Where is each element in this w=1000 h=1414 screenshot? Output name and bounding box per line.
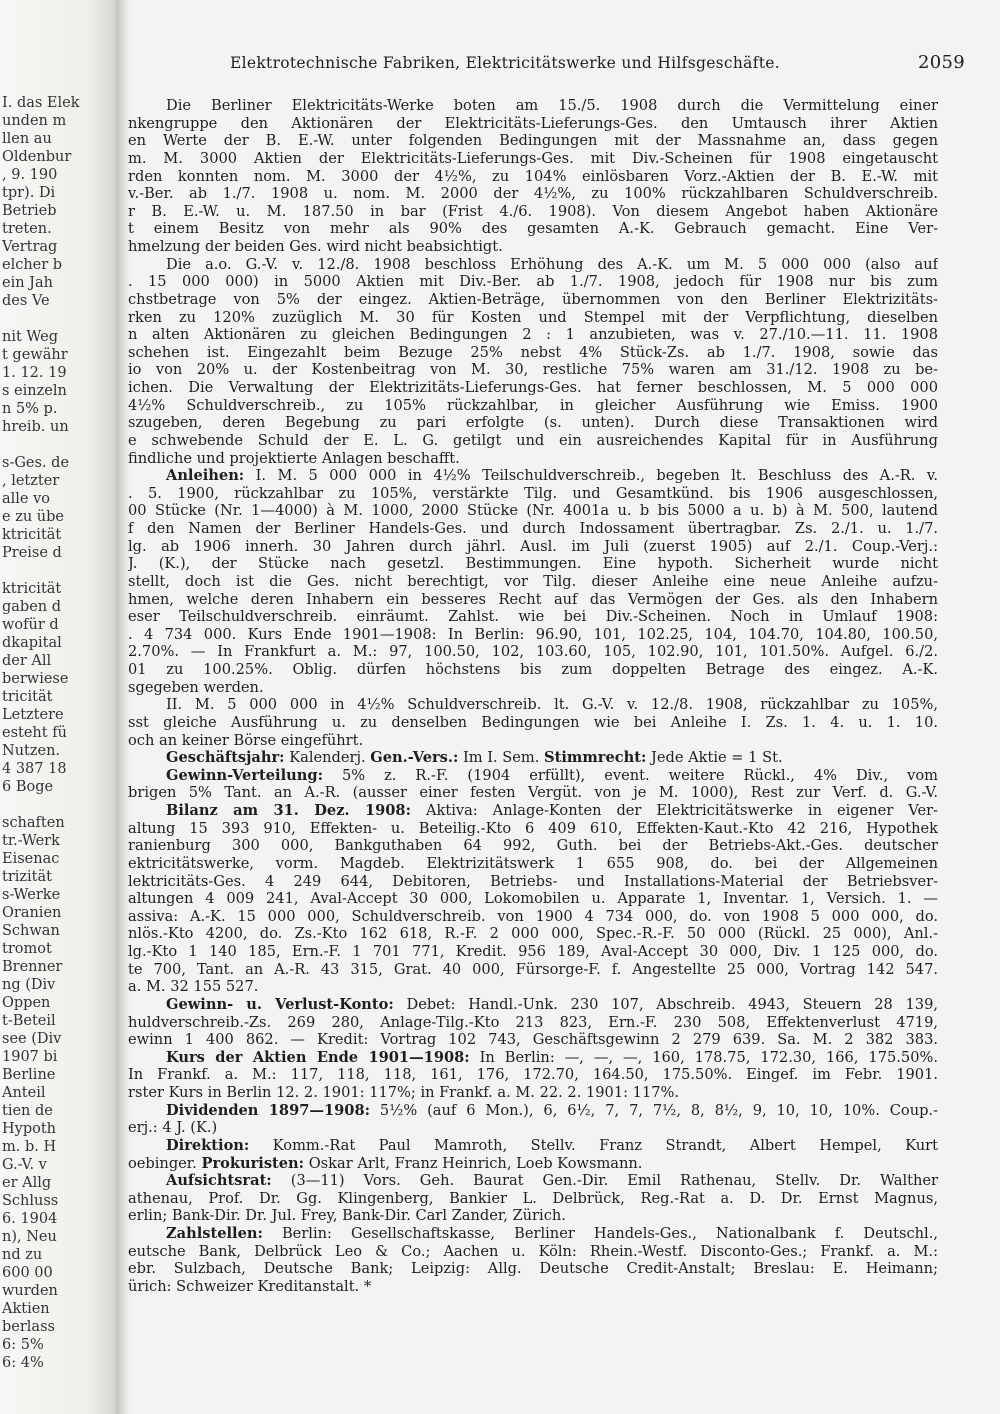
text-line: oebinger. Prokuristen: Oskar Arlt, Franz Heinrich, Loeb Kowsmann. xyxy=(128,1154,643,1172)
text-line: en Werte der B. E.-W. unter folgenden Bedingungen mit der Massnahme an, dass gegen xyxy=(128,132,938,150)
margin-fragment: s-Werke xyxy=(2,887,61,903)
margin-fragment: t gewähr xyxy=(2,347,68,363)
text-line: nlös.-Kto 4200, do. Zs.-Kto 162 618, R.-F. 2 000 000, Spec.-R.-F. 50 000 (Rückl. 25 000), Anl.- xyxy=(128,925,938,943)
margin-fragment: tpr). Di xyxy=(2,185,56,201)
margin-fragment: des Ve xyxy=(2,293,50,309)
text-line: v.-Ber. ab 1./7. 1908 u. nom. M. 2000 der 4½%, zu 100% rückzahlbaren Schuldverschreib. xyxy=(128,185,938,203)
text-line: e schwebende Schuld der E. L. G. getilgt und ein ausreichendes Kapital für in Ausführung xyxy=(128,431,938,449)
section-heading: Prokuristen: xyxy=(201,1154,305,1172)
margin-fragment: elcher b xyxy=(2,257,63,273)
text-line: assiva: A.-K. 15 000 000, Schuldverschreib. von 1900 4 734 000, do. von 1908 5 000 000, do. xyxy=(128,907,938,925)
running-title: Elektrotechnische Fabriken, Elektricitätswerke und Hilfsgeschäfte. xyxy=(230,54,780,72)
text-line: n alten Aktionären zu gleichen Bedingungen 2 : 1 anzubieten, was v. 27./10.—11. 11. 1908 xyxy=(128,326,938,344)
margin-fragment: 600 00 xyxy=(2,1265,53,1281)
margin-fragment: 6: 4% xyxy=(2,1355,44,1371)
text-line: eser Teilschuldverschreib. einräumt. Zahlst. wie bei Div.-Scheinen. Noch in Umlauf 1908: xyxy=(128,608,938,626)
text-line: 2.70%. — In Frankfurt a. M.: 97, 100.50, 102, 103.60, 105, 102.90, 101, 101.50%. Aufgel. 6./2. xyxy=(128,643,938,661)
text-line: t einem Besitz von mehr als 90% des gesamten A.-K. Gebrauch gemacht. Eine Ver- xyxy=(128,220,938,238)
text-line: hmelzung der beiden Ges. wird nicht beabsichtigt. xyxy=(128,238,503,255)
text-line: II. M. 5 000 000 in 4½% Schuldverschreib. lt. G.-V. v. 12./8. 1908, rückzahlbar zu 105%, xyxy=(166,696,938,714)
section-heading: Dividenden 1897—1908: xyxy=(166,1101,370,1119)
text-line: Die a.o. G.-V. v. 12./8. 1908 beschloss Erhöhung des A.-K. um M. 5 000 000 (also auf xyxy=(166,255,938,273)
margin-fragment: treten. xyxy=(2,221,52,237)
margin-fragment: I. das Elek xyxy=(2,95,80,111)
text-line: szugeben, deren Begebung zu pari erfolgte (s. unten). Durch diese Transaktionen wird xyxy=(128,414,938,432)
text-line: lg. ab 1906 innerh. 30 Jahren durch jährl. Ausl. im Juli (zuerst 1905) auf 2./1. Coup.-Verj.: xyxy=(128,537,938,555)
margin-fragment: m. b. H xyxy=(2,1139,57,1155)
section-heading: Aufsichtsrat: xyxy=(166,1172,272,1190)
previous-page-margin xyxy=(0,0,122,1414)
section-heading: Kurs der Aktien Ende 1901—1908: xyxy=(166,1048,470,1066)
text-line: huldverschreib.-Zs. 269 280, Anlage-Tilg.-Kto 213 823, Ern.-F. 230 508, Effektenverlust 4719, xyxy=(128,1013,938,1031)
text-line: Bilanz am 31. Dez. 1908: Aktiva: Anlage-Konten der Elektricitätswerke in eigener Ver- xyxy=(166,802,938,819)
margin-fragment: Anteil xyxy=(2,1085,46,1101)
text-line: m. M. 3000 Aktien der Elektricitäts-Lieferungs-Ges. mit Div.-Scheinen für 1908 eingetauscht xyxy=(128,149,938,167)
margin-fragment: der All xyxy=(2,653,52,669)
section-heading: Gen.-Vers.: xyxy=(370,749,459,767)
text-line: hmen, welche deren Inhabern ein besseres Recht auf das Vermögen der Ges. als den Inhabern xyxy=(128,590,938,608)
margin-fragment: 6 Boge xyxy=(2,779,54,795)
text-line: rden konnten nom. M. 3000 der 4½%, zu 104% einlösbaren Vorz.-Aktien der B. E.-W. mit xyxy=(128,167,938,185)
text-line: Kurs der Aktien Ende 1901—1908: In Berlin: —, —, —, 160, 178.75, 172.30, 166, 175.50%. xyxy=(166,1048,938,1066)
text-line: ürich: Schweizer Kreditanstalt. * xyxy=(128,1277,372,1295)
margin-fragment: Berline xyxy=(2,1067,56,1083)
margin-fragment: Letztere xyxy=(2,707,64,723)
margin-fragment: G.-V. v xyxy=(2,1157,47,1173)
text-line: J. (K.), der Stücke nach gesetzl. Bestimmungen. Eine hypoth. Sicherheit wurde nicht xyxy=(128,555,938,573)
margin-fragment: 4 387 18 xyxy=(2,761,67,777)
text-line: . 4 734 000. Kurs Ende 1901—1908: In Berlin: 96.90, 101, 102.25, 104, 104.70, 104.80, 100.50, xyxy=(128,625,938,643)
text-line: Die Berliner Elektricitäts-Werke boten am 15./5. 1908 durch die Vermittelung einer xyxy=(166,97,938,114)
text-line: nkengruppe den Aktionären der Elektricitäts-Lieferungs-Ges. den Umtausch ihrer Aktien xyxy=(128,114,938,132)
text-line: Dividenden 1897—1908: 5½% (auf 6 Mon.), 6, 6½, 7, 7, 7½, 8, 8½, 9, 10, 10, 10%. Coup.- xyxy=(166,1101,938,1119)
section-heading: Direktion: xyxy=(166,1136,250,1154)
margin-fragment: ng (Div xyxy=(2,977,56,993)
margin-fragment: Vertrag xyxy=(2,239,58,255)
text-line: a. M. 32 155 527. xyxy=(128,978,259,996)
margin-fragment: 1. 12. 19 xyxy=(2,365,67,381)
margin-fragment: ktricität xyxy=(2,581,62,597)
margin-fragment: Brenner xyxy=(2,959,63,975)
margin-fragment: see (Div xyxy=(2,1031,62,1047)
margin-fragment: Schwan xyxy=(2,923,60,939)
text-line: chstbetrage von 5% der eingez. Aktien-Beträge, übernommen von den Berliner Elektrizitäts- xyxy=(128,290,938,308)
text-line: f den Namen der Berliner Handels-Ges. und durch Indossament übertragbar. Zs. 2./1. u. 1./7. xyxy=(128,520,938,537)
text-line: altungen 4 009 241, Aval-Accept 30 000, Lokomobilen u. Apparate 1, Inventar. 1, Versich. 1. — xyxy=(128,890,938,908)
section-heading: Gewinn-Verteilung: xyxy=(166,766,323,784)
text-line: Gewinn-Verteilung: 5% z. R.-F. (1904 erfüllt), event. weitere Rückl., 4% Div., vom xyxy=(166,766,938,784)
text-line: ewinn 1 400 862. — Kredit: Vortrag 102 743, Geschäftsgewinn 2 279 639. Sa. M. 2 382 383. xyxy=(128,1031,938,1049)
margin-fragment: esteht fü xyxy=(2,725,67,741)
text-line: lektricitäts-Ges. 4 249 644, Debitoren, Betriebs- und Installations-Material der Betriebsver- xyxy=(128,872,938,890)
section-heading: Stimmrecht: xyxy=(544,749,647,767)
text-line: brigen 5% Tant. an A.-R. (ausser einer festen Vergüt. von je M. 1000), Rest zur Verf. d. G.-V. xyxy=(128,784,938,802)
margin-fragment: n), Neu xyxy=(2,1229,57,1245)
margin-fragment: Preise d xyxy=(2,545,62,561)
margin-fragment: trizität xyxy=(2,869,52,885)
margin-fragment: llen au xyxy=(2,131,52,147)
text-line: Zahlstellen: Berlin: Gesellschaftskasse, Berliner Handels-Ges., Nationalbank f. Deutschl., xyxy=(166,1225,938,1242)
text-line: In Frankf. a. M.: 117, 118, 118, 161, 176, 172.70, 164.50, 175.50%. Eingef. im Febr. 1901. xyxy=(128,1066,938,1084)
text-line: och an keiner Börse eingeführt. xyxy=(128,731,364,749)
text-line: ebr. Sulzbach, Deutsche Bank; Leipzig: Allg. Deutsche Credit-Anstalt; Breslau: E. Heimann; xyxy=(128,1260,938,1278)
text-line: ichen. Die Verwaltung der Elektrizitäts-Lieferungs-Ges. hat ferner beschlossen, M. 5 000 000 xyxy=(128,379,938,396)
text-line: ektricitätswerke, vorm. Magdeb. Elektrizitätswerk 1 655 908, do. bei der Allgemeinen xyxy=(128,854,938,872)
page-number: 2059 xyxy=(917,52,965,73)
text-line: erlin; Bank-Dir. Dr. Jul. Frey, Bank-Dir. Carl Zander, Zürich. xyxy=(128,1207,566,1225)
margin-fragment: unden m xyxy=(2,113,67,129)
margin-fragment: Oppen xyxy=(2,995,51,1011)
margin-fragment: s einzeln xyxy=(2,383,67,399)
text-line: stellt, doch ist die Ges. nicht berechtigt, vor Tilg. dieser Anleihe eine neue Anleihe aufzu- xyxy=(128,572,938,590)
margin-fragment: gaben d xyxy=(2,599,62,615)
margin-fragment: Oldenbur xyxy=(2,149,72,165)
margin-fragment: , 9. 190 xyxy=(2,167,58,183)
margin-fragment: nit Weg xyxy=(2,329,58,345)
margin-fragment: wurden xyxy=(2,1283,58,1299)
margin-fragment: ktricität xyxy=(2,527,62,543)
margin-fragment: n 5% p. xyxy=(2,401,58,417)
margin-fragment: e zu übe xyxy=(2,509,64,525)
margin-fragment: berwiese xyxy=(2,671,69,687)
text-line: . 15 000 000) in 5000 Aktien mit Div.-Ber. ab 1./7. 1908, jedoch für 1908 nur bis zum xyxy=(128,273,938,291)
text-line: Anleihen: I. M. 5 000 000 in 4½% Teilschuldverschreib., begeben lt. Beschluss des A.-R. v. xyxy=(166,467,938,485)
text-line: athenau, Prof. Dr. Gg. Klingenberg, Bankier L. Delbrück, Reg.-Rat a. D. Dr. Ernst Magnus, xyxy=(128,1189,938,1207)
margin-fragment: tr.-Werk xyxy=(2,833,60,849)
text-line: rken zu 120% zuzüglich M. 30 für Kosten und Stempel mit der Verpflichtung, dieselben xyxy=(128,308,938,326)
margin-fragment: Oranien xyxy=(2,905,62,921)
text-line: Direktion: Komm.-Rat Paul Mamroth, Stellv. Franz Strandt, Albert Hempel, Kurt xyxy=(166,1136,938,1154)
text-line: sgegeben werden. xyxy=(128,678,264,696)
text-line: sst gleiche Ausführung u. zu denselben Bedingungen wie bei Anleihe I. Zs. 1. 4. u. 1. 10. xyxy=(128,713,938,731)
margin-fragment: er Allg xyxy=(2,1175,52,1191)
margin-fragment: 6: 5% xyxy=(2,1337,44,1353)
text-line: erj.: 4 J. (K.) xyxy=(128,1119,218,1137)
section-heading: Geschäftsjahr: xyxy=(166,749,285,767)
text-line: Geschäftsjahr: Kalenderj. Gen.-Vers.: Im I. Sem. Stimmrecht: Jede Aktie = 1 St. xyxy=(166,749,783,767)
margin-fragment: 1907 bi xyxy=(2,1049,58,1065)
margin-fragment: tien de xyxy=(2,1103,53,1119)
text-line: 00 Stücke (Nr. 1—4000) à M. 1000, 2000 Stücke (Nr. 4001a u. b bis 5000 a u. b) à M. 500, lautend xyxy=(128,502,938,520)
text-line: Aufsichtsrat: (3—11) Vors. Geh. Baurat Gen.-Dir. Emil Rathenau, Stellv. Dr. Walther xyxy=(166,1172,938,1190)
margin-fragment: ein Jah xyxy=(2,275,53,291)
margin-fragment: Eisenac xyxy=(2,851,60,867)
margin-fragment: , letzter xyxy=(2,473,60,489)
text-line: rster Kurs in Berlin 12. 2. 1901: 117%; in Frankf. a. M. 22. 2. 1901: 117%. xyxy=(128,1084,680,1101)
margin-fragment: schaften xyxy=(2,815,65,831)
text-line: io von 20% u. der Kostenbeitrag von M. 30, restliche 75% waren am 31./12. 1908 zu be- xyxy=(128,361,938,379)
page-header xyxy=(230,54,965,76)
text-line: ranienburg 300 000, Bankguthaben 64 992, Guth. bei der Betriebs-Akt.-Ges. deutscher xyxy=(128,837,938,855)
text-line: altung 15 393 910, Effekten- u. Beteilig.-Kto 6 409 610, Effekten-Kaut.-Kto 42 216, Hypothek xyxy=(128,819,938,837)
main-text-column xyxy=(128,97,938,1296)
margin-fragment: tricität xyxy=(2,689,53,705)
text-line: findliche und projektierte Anlagen beschafft. xyxy=(128,449,460,467)
text-line: eutsche Bank, Delbrück Leo & Co.; Aachen u. Köln: Rhein.-Westf. Disconto-Ges.; Frankf. a. M.: xyxy=(128,1242,938,1260)
text-line: . 5. 1900, rückzahlbar zu 105%, verstärkte Tilg. und Gesamtkünd. bis 1906 ausgeschlossen, xyxy=(128,484,938,502)
margin-fragment: wofür d xyxy=(2,617,59,633)
text-line: schehen ist. Eingezahlt beim Bezuge 25% nebst 4% Stück-Zs. ab 1./7. 1908, sowie das xyxy=(128,343,938,361)
margin-fragment: tromot xyxy=(2,941,52,957)
margin-fragment: Hypoth xyxy=(2,1121,57,1137)
section-heading: Anleihen: xyxy=(166,467,245,485)
margin-fragment: alle vo xyxy=(2,491,51,507)
text-line: Gewinn- u. Verlust-Konto: Debet: Handl.-Unk. 230 107, Abschreib. 4943, Steuern 28 139, xyxy=(166,995,938,1013)
text-line: 4½% Schuldverschreib., zu 105% rückzahlbar, in gleicher Ausführung wie Emiss. 1900 xyxy=(128,396,938,414)
text-line: r B. E.-W. u. M. 187.50 in bar (Frist 4./6. 1908). Von diesem Angebot haben Aktionäre xyxy=(128,202,938,220)
margin-fragment: Aktien xyxy=(2,1301,50,1317)
margin-fragment: s-Ges. de xyxy=(2,455,70,471)
margin-fragment: hreib. un xyxy=(2,419,69,435)
margin-fragment: berlass xyxy=(2,1319,55,1335)
margin-fragment: Schluss xyxy=(2,1193,59,1209)
margin-fragment: nd zu xyxy=(2,1247,43,1263)
section-heading: Bilanz am 31. Dez. 1908: xyxy=(166,802,411,819)
section-heading: Gewinn- u. Verlust-Konto: xyxy=(166,995,394,1013)
text-line: te 700, Tant. an A.-R. 43 315, Grat. 40 000, Fürsorge-F. f. Angestellte 25 000, Vortrag 142 547. xyxy=(128,960,938,978)
margin-fragment: Betrieb xyxy=(2,203,57,219)
section-heading: Zahlstellen: xyxy=(166,1225,263,1242)
margin-fragment: 6. 1904 xyxy=(2,1211,58,1227)
margin-fragment: dkapital xyxy=(2,635,62,651)
margin-fragment: t-Beteil xyxy=(2,1013,56,1029)
text-line: 01 zu 100.25%. Oblig. dürfen höchstens bis zum doppelten Betrage des eingez. A.-K. xyxy=(128,661,938,678)
text-line: lg.-Kto 1 140 185, Ern.-F. 1 701 771, Kredit. 956 189, Aval-Accept 30 000, Div. 1 125 000, do. xyxy=(128,943,938,960)
margin-fragment: Nutzen. xyxy=(2,743,61,759)
